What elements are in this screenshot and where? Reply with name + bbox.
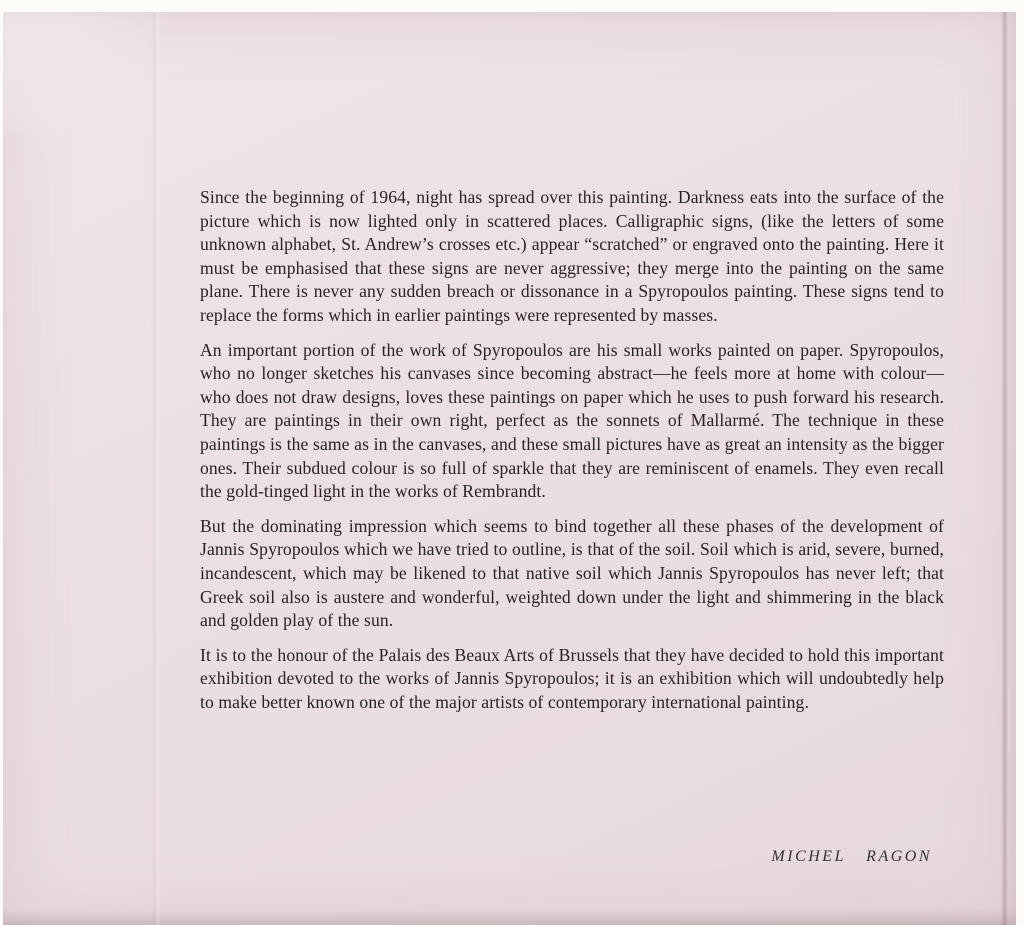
page-crease (151, 12, 161, 925)
author-signature: MICHEL RAGON (771, 848, 932, 865)
paragraph-4: It is to the honour of the Palais des Beaux Arts of Brussels that they have decided to hold this important exhibition devoted to the works of Jannis Spyropoulos; it is an exhibition which will undoubtedly help to make better known one of the major artists of contemporary international painting. (200, 644, 944, 712)
body-text (200, 186, 944, 725)
paragraph-3: But the dominating impression which seems to bind together all these phases of the development of Jannis Spyropoulos which we have tried to outline, is that of the soil. Soil which is arid, severe, burned, incandescent, which may be likened to that native soil which Jannis Spyropoulos has never left; that Greek soil also is austere and wonderful, weighted down under the light and shimmering in the black and golden play of the sun. (200, 515, 944, 631)
paragraph-1: Since the beginning of 1964, night has spread over this painting. Darkness eats into the surface of the picture which is now lighted only in scattered places. Calligraphic signs, (like the letters of some unknown alphabet, St. Andrew’s crosses etc.) appear “scratched” or engraved onto the painting. Here it must be emphasised that these signs are never aggressive; they merge into the painting on the same plane. There is never any sudden breach or dissonance in a Spyropoulos painting. These signs tend to replace the forms which in earlier paintings were represented by masses. (200, 187, 944, 325)
corner-fold (3, 12, 223, 132)
paragraph-2: An important portion of the work of Spyropoulos are his small works painted on paper. Spyropoulos, who no longer sketches his canvases since becoming abstract—he feels more at home with colour—who does not draw designs, loves these paintings on paper which he uses to push forward his research. They are paintings in their own right, perfect as the sonnets of Mallarmé. The technique in these paintings is the same as in the canvases, and these small pictures have as great an intensity as the bigger ones. Their subdued colour is so full of sparkle that they are reminiscent of enamels. They even recall the gold-tinged light in the works of Rembrandt. (200, 339, 944, 502)
document-page (3, 12, 1016, 925)
